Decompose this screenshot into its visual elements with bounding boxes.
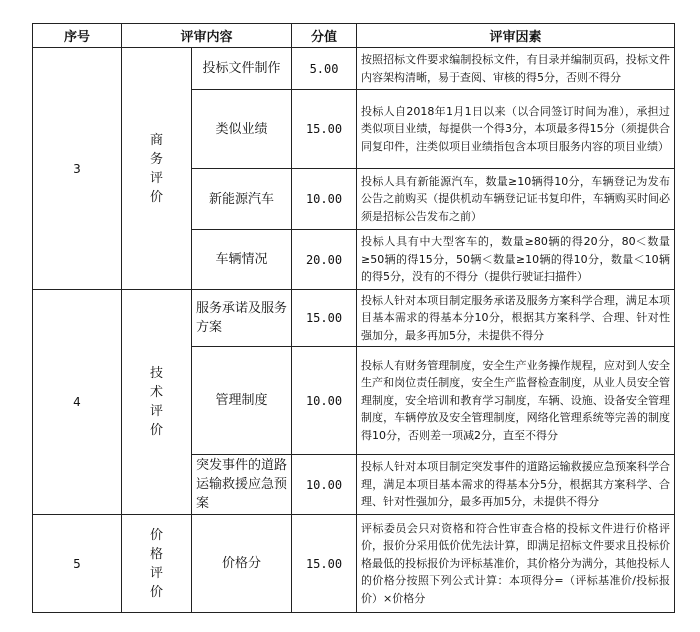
seq-cell: 3 [33,48,122,290]
score-cell: 15.00 [292,515,357,613]
factor-cell: 投标人自2018年1月1日以来（以合同签订时间为准），承担过类似项目业绩，每提供一个得3分，本项最多得15分（须提供合同复印件，注类似项目业绩指包含本项目服务内容的项目业绩） [357,90,675,169]
score-cell: 10.00 [292,169,357,230]
score-cell: 20.00 [292,230,357,290]
factor-cell: 投标人具有中大型客车的，数量≥80辆的得20分，80＜数量≥50辆的得15分，50辆＜数量≥10辆的得10分，数量＜10辆的得5分，没有的不得分（提供行驶证扫描件） [357,230,675,290]
content-cell: 管理制度 [192,347,292,455]
table-row [33,48,675,90]
score-cell: 10.00 [292,347,357,455]
header-content: 评审内容 [122,24,292,48]
category-cell: 价 格 评 价 [122,515,192,613]
header-factors: 评审因素 [357,24,675,48]
table-row [33,290,675,347]
seq-cell: 4 [33,290,122,515]
table-row [33,515,675,613]
factor-cell: 投标人针对本项目制定服务承诺及服务方案科学合理，满足本项目基本需求的得基本分10分，根据其方案科学、合理、针对性强加分，最多再加5分，未提供不得分 [357,290,675,347]
content-cell: 投标文件制作 [192,48,292,90]
score-cell: 15.00 [292,90,357,169]
content-cell: 车辆情况 [192,230,292,290]
content-cell: 服务承诺及服务方案 [192,290,292,347]
content-cell: 新能源汽车 [192,169,292,230]
table-header-row [33,24,675,48]
factor-cell: 评标委员会只对资格和符合性审查合格的投标文件进行价格评价，报价分采用低价优先法计算，即满足招标文件要求且投标价格最低的投标报价为评标基准价，其价格分为满分，其他投标人的价格分按照下列公式计算：本项得分=（评标基准价/投标报价）×价格分 [357,515,675,613]
header-score: 分值 [292,24,357,48]
score-cell: 10.00 [292,455,357,515]
factor-cell: 投标人有财务管理制度，安全生产业务操作规程，应对到人安全生产和岗位责任制度，安全生产监督检查制度，从业人员安全管理制度，安全培训和教育学习制度，车辆、设施、设备安全管理制度，车辆停放及安全管理制度，网络化管理系统等完善的制度得10分，否则差一项减2分，直至不得分 [357,347,675,455]
content-cell: 类似业绩 [192,90,292,169]
factor-cell: 投标人针对本项目制定突发事件的道路运输救援应急预案科学合理，满足本项目基本需求的得基本分5分，根据其方案科学、合理、针对性强加分，最多再加5分，未提供不得分 [357,455,675,515]
category-cell: 商 务 评 价 [122,48,192,290]
seq-cell: 5 [33,515,122,613]
factor-cell: 按照招标文件要求编制投标文件，有目录并编制页码，投标文件内容架构清晰，易于查阅、审核的得5分，否则不得分 [357,48,675,90]
category-cell: 技 术 评 价 [122,290,192,515]
scoring-table [32,23,675,613]
header-seq: 序号 [33,24,122,48]
content-cell: 突发事件的道路运输救援应急预案 [192,455,292,515]
score-cell: 5.00 [292,48,357,90]
content-cell: 价格分 [192,515,292,613]
factor-cell: 投标人具有新能源汽车，数量≥10辆得10分，车辆登记为发布公告之前购买（提供机动车辆登记证书复印件，车辆购买时间必须是招标公告发布之前） [357,169,675,230]
score-cell: 15.00 [292,290,357,347]
